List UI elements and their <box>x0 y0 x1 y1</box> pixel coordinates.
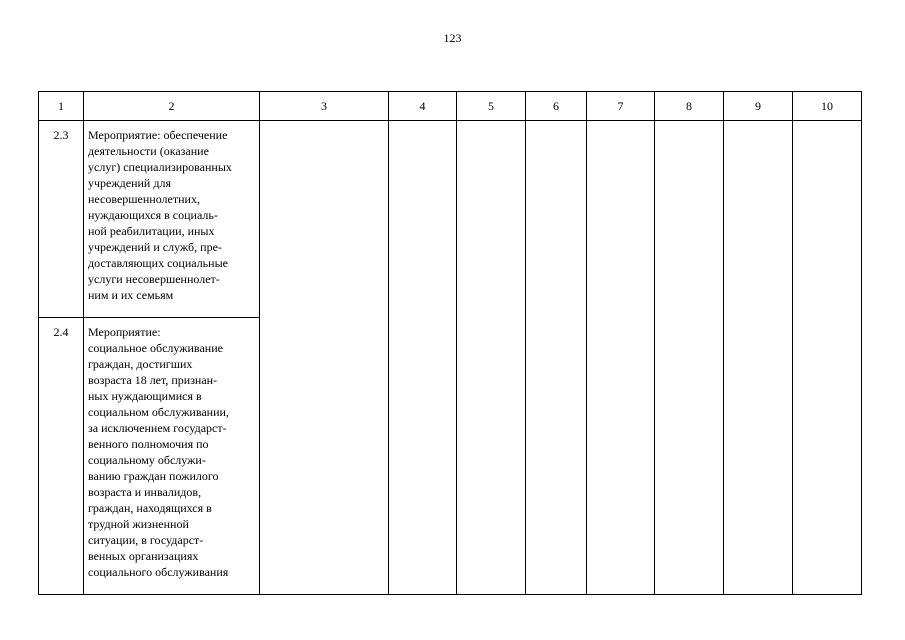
description-line: услуг) специализированных <box>88 160 232 174</box>
empty-cell-col-7 <box>587 121 655 595</box>
description-line: социальном обслуживании, <box>88 405 229 419</box>
description-line: услуги несовершеннолет- <box>88 272 220 286</box>
description-line: ванию граждан пожилого <box>88 469 219 483</box>
empty-cell-col-5 <box>457 121 526 595</box>
empty-cell-col-3 <box>260 121 389 595</box>
description-line: возраста 18 лет, признан- <box>88 373 218 387</box>
description-line: трудной жизненной <box>88 517 189 531</box>
row-number: 2.3 <box>39 121 84 318</box>
header-row <box>39 92 862 121</box>
column-header-3: 3 <box>260 92 389 121</box>
description-line: Мероприятие: обеспечение <box>88 128 228 142</box>
description-line: социальному обслужи- <box>88 453 206 467</box>
column-header-5: 5 <box>457 92 526 121</box>
column-header-8: 8 <box>655 92 724 121</box>
description-line: учреждений для <box>88 176 171 190</box>
description-line: ной реабилитации, иных <box>88 224 215 238</box>
description-line: социальное обслуживание <box>88 341 223 355</box>
page-number: 123 <box>443 31 462 45</box>
description-line: ним и их семьям <box>88 288 174 302</box>
description-line: нуждающихся в социаль- <box>88 208 218 222</box>
column-header-7: 7 <box>587 92 655 121</box>
description-line: Мероприятие: <box>88 325 161 339</box>
description-line: венных организациях <box>88 549 199 563</box>
description-line: несовершеннолетних, <box>88 192 200 206</box>
description-line: учреждений и служб, пре- <box>88 240 222 254</box>
table-row-2-3 <box>39 121 862 318</box>
column-header-1: 1 <box>39 92 84 121</box>
description-line: за исключением государст- <box>88 421 227 435</box>
description-line: венного полномочия по <box>88 437 209 451</box>
empty-cell-col-10 <box>793 121 862 595</box>
row-description <box>84 121 260 318</box>
column-header-10: 10 <box>793 92 862 121</box>
description-line: возраста и инвалидов, <box>88 485 202 499</box>
row-number: 2.4 <box>39 318 84 595</box>
description-line: граждан, достигших <box>88 357 193 371</box>
empty-cell-col-4 <box>389 121 457 595</box>
description-line: ситуации, в государст- <box>88 533 204 547</box>
description-line: доставляющих социальные <box>88 256 228 270</box>
data-table <box>38 91 862 595</box>
description-line: деятельности (оказание <box>88 144 209 158</box>
column-header-9: 9 <box>724 92 793 121</box>
column-header-2: 2 <box>84 92 260 121</box>
empty-cell-col-9 <box>724 121 793 595</box>
empty-cell-col-8 <box>655 121 724 595</box>
description-line: граждан, находящихся в <box>88 501 212 515</box>
column-header-4: 4 <box>389 92 457 121</box>
column-header-6: 6 <box>526 92 587 121</box>
empty-cell-col-6 <box>526 121 587 595</box>
description-line: социального обслуживания <box>88 565 229 579</box>
description-line: ных нуждающимися в <box>88 389 202 403</box>
row-description <box>84 318 260 595</box>
